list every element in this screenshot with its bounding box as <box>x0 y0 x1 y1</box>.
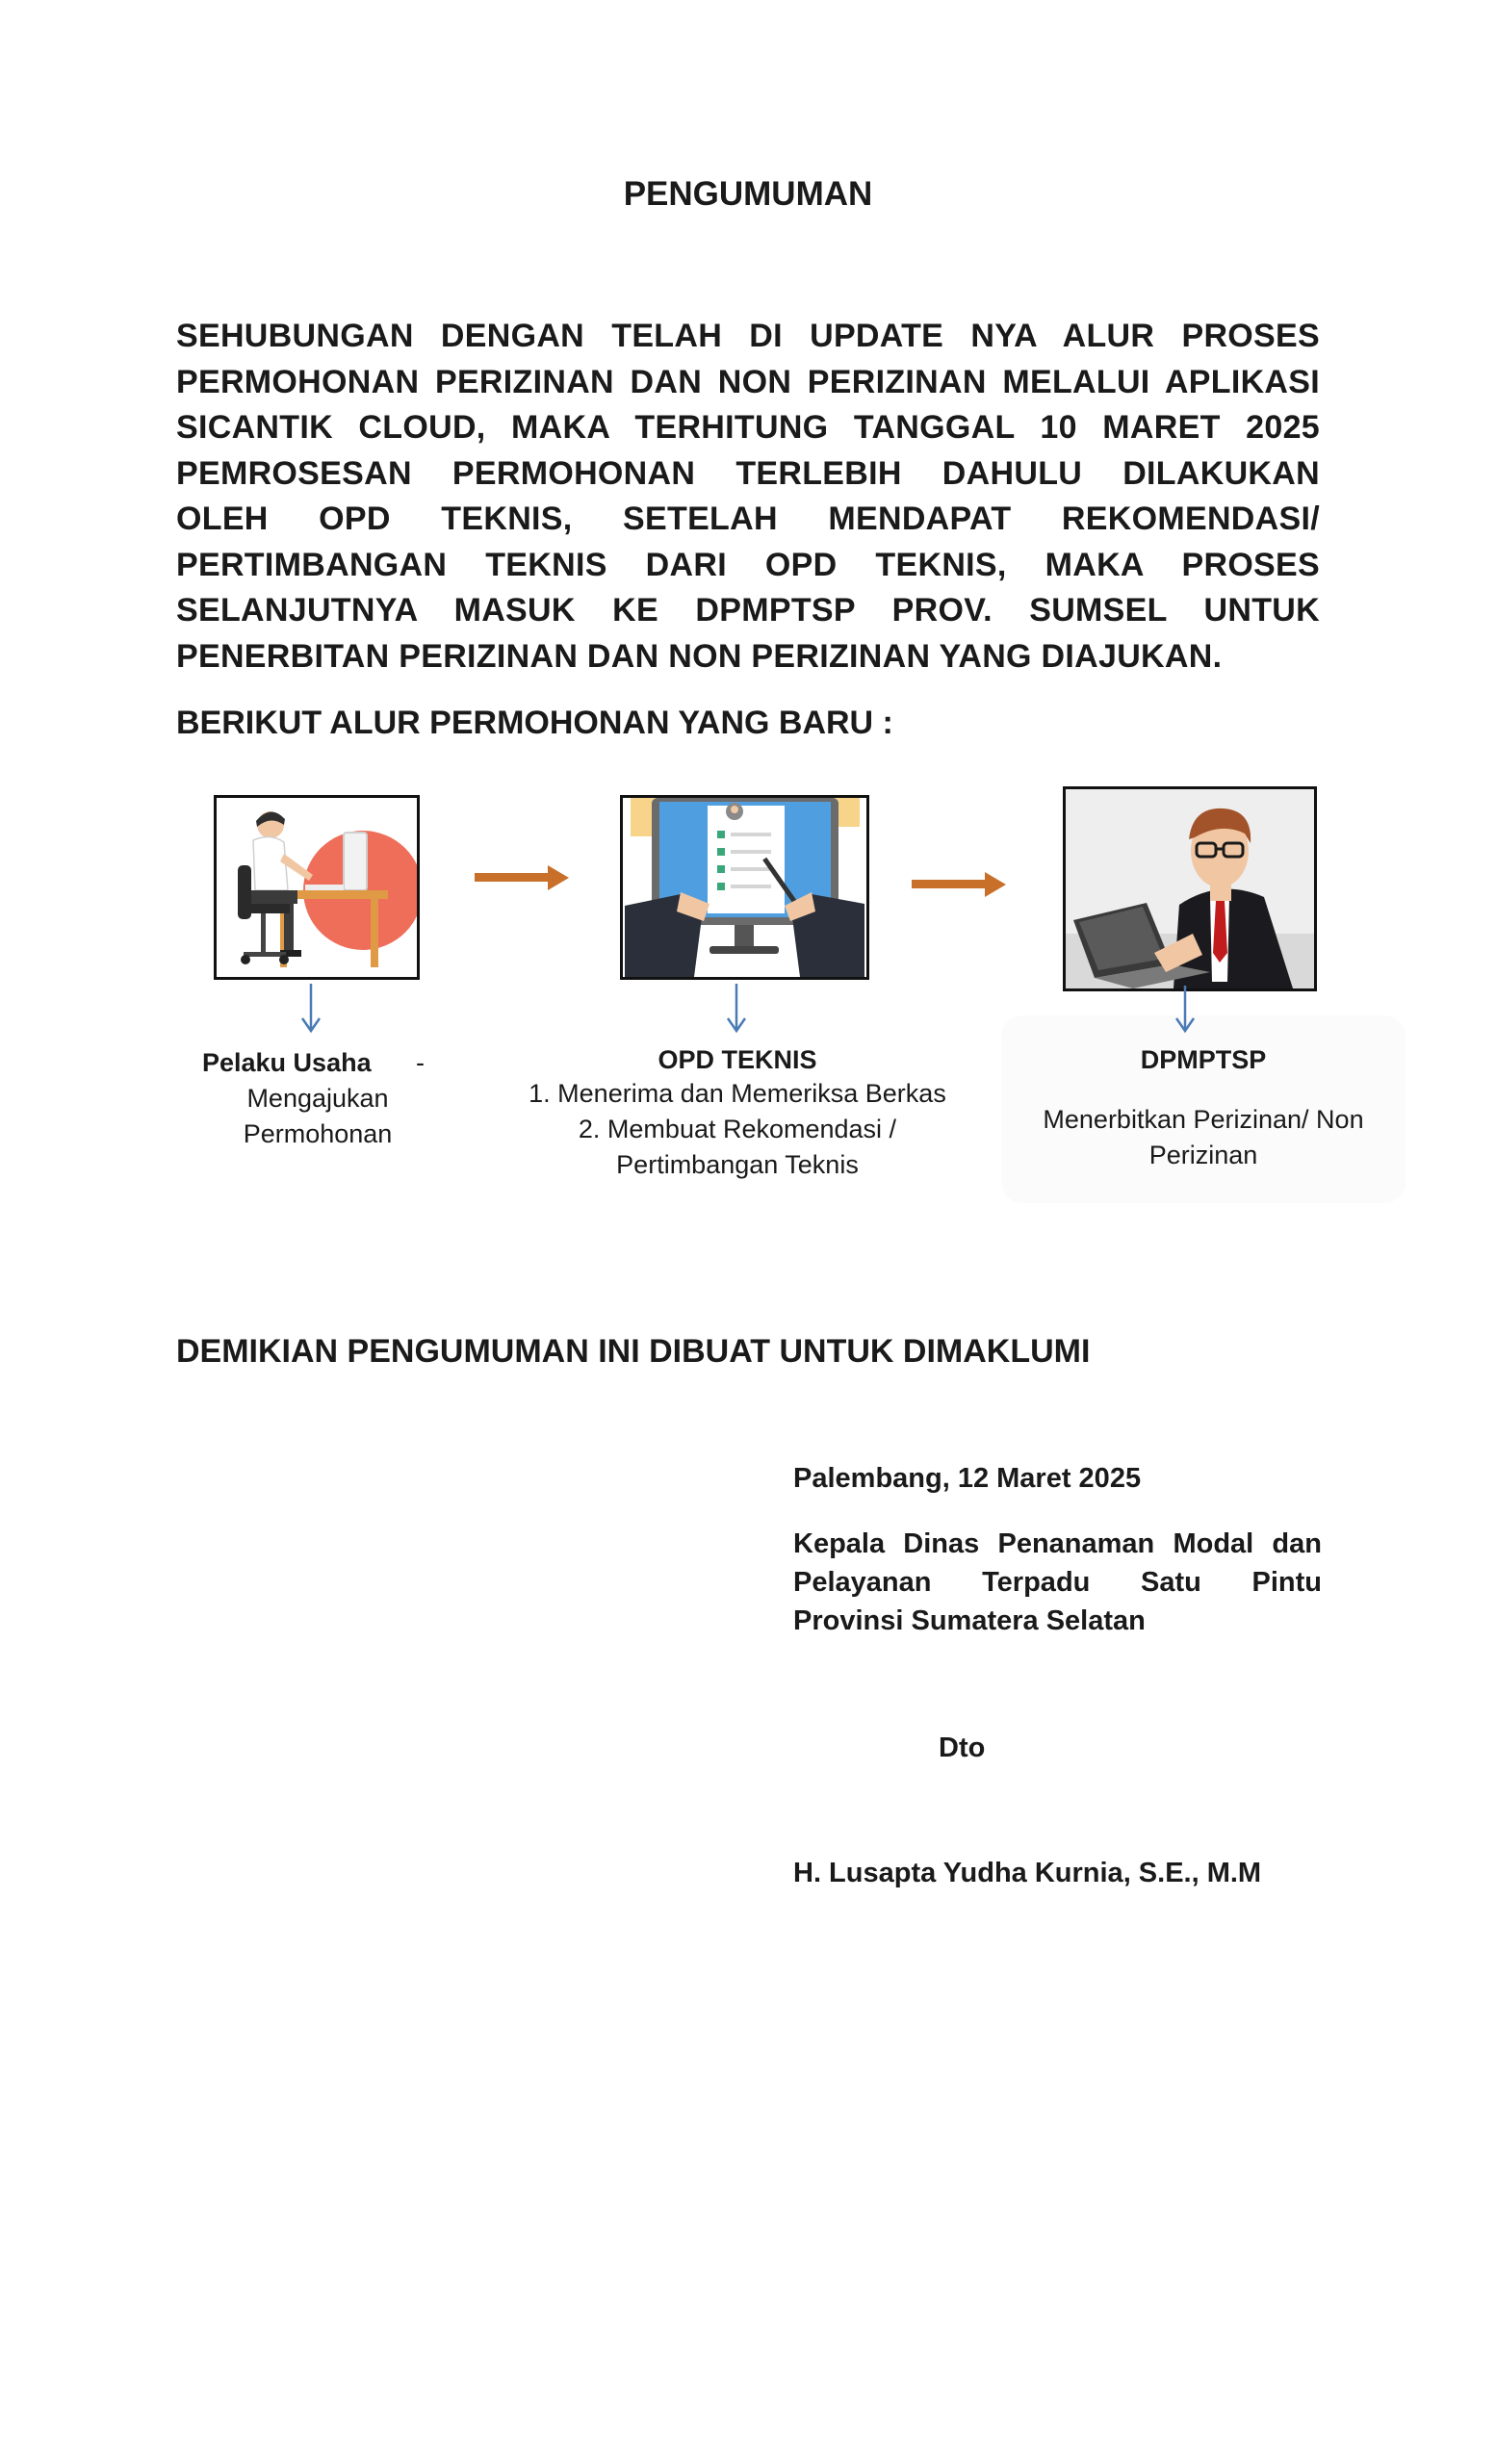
person-at-desk-icon <box>217 798 417 977</box>
step-line: 1. Menerima dan Memeriksa Berkas <box>529 1079 946 1108</box>
signature-mark: Dto <box>939 1732 986 1763</box>
arrow-down-icon <box>725 984 748 1034</box>
step-line: Permohonan <box>243 1119 393 1148</box>
closing-statement: DEMIKIAN PENGUMUMAN INI DIBUAT UNTUK DIMAKLUMI <box>176 1333 1091 1370</box>
body-line: SICANTIK CLOUD, MAKA TERHITUNG TANGGAL 10 MARET 2025 <box>176 409 1320 446</box>
place-date: Palembang, 12 Maret 2025 <box>793 1463 1142 1494</box>
flow-heading: BERIKUT ALUR PERMOHONAN YANG BARU : <box>176 705 893 741</box>
flow-arrow-right <box>475 861 571 894</box>
page-title: PENGUMUMAN <box>623 175 873 213</box>
body-line: PERMOHONAN PERIZINAN DAN NON PERIZINAN MELALUI APLIKASI <box>176 363 1320 400</box>
step-separator: - <box>416 1048 425 1077</box>
step-title-pelaku-usaha: Pelaku Usaha <box>202 1048 372 1077</box>
step-line: Menerbitkan Perizinan/ Non <box>1043 1105 1364 1134</box>
down-arrow <box>299 984 322 1034</box>
arrow-right-icon <box>912 868 1008 901</box>
signatory-title <box>793 1525 1322 1640</box>
businessman-laptop-illustration <box>1063 786 1317 991</box>
flow-arrow-right <box>912 868 1008 901</box>
step-title-dpmptsp: DPMPTSP <box>1140 1045 1267 1074</box>
body-line: SEHUBUNGAN DENGAN TELAH DI UPDATE NYA ALUR PROSES <box>176 318 1320 354</box>
step-line: 2. Membuat Rekomendasi / <box>578 1115 897 1143</box>
person-at-desk-illustration <box>214 795 420 980</box>
signatory-name: H. Lusapta Yudha Kurnia, S.E., M.M <box>793 1858 1262 1888</box>
businessman-laptop-icon <box>1066 789 1314 988</box>
signatory-title-line: Pelayanan Terpadu Satu Pintu <box>793 1567 1322 1598</box>
announcement-body <box>176 314 1320 680</box>
signatory-title-line: Provinsi Sumatera Selatan <box>793 1605 1146 1636</box>
body-line: PENERBITAN PERIZINAN DAN NON PERIZINAN YANG DIAJUKAN. <box>176 637 1223 675</box>
step-line: Mengajukan <box>246 1084 389 1113</box>
signatory-title-line: Kepala Dinas Penanaman Modal dan <box>793 1528 1322 1559</box>
arrow-down-icon <box>1174 986 1197 1034</box>
down-arrow <box>725 984 748 1034</box>
arrow-down-icon <box>299 984 322 1034</box>
body-line: OLEH OPD TEKNIS, SETELAH MENDAPAT REKOMENDASI/ <box>176 500 1320 537</box>
step-title-opd-teknis: OPD TEKNIS <box>658 1045 817 1074</box>
arrow-right-icon <box>475 861 571 894</box>
checklist-review-icon <box>623 798 866 977</box>
down-arrow <box>1174 986 1197 1034</box>
step-line: Perizinan <box>1148 1141 1258 1169</box>
body-line: SELANJUTNYA MASUK KE DPMPTSP PROV. SUMSEL UNTUK <box>176 592 1320 629</box>
body-line: PEMROSESAN PERMOHONAN TERLEBIH DAHULU DILAKUKAN <box>176 454 1320 492</box>
monitor-checklist-illustration <box>620 795 869 980</box>
body-line: PERTIMBANGAN TEKNIS DARI OPD TEKNIS, MAKA PROSES <box>176 546 1320 583</box>
step-line: Pertimbangan Teknis <box>616 1150 859 1179</box>
